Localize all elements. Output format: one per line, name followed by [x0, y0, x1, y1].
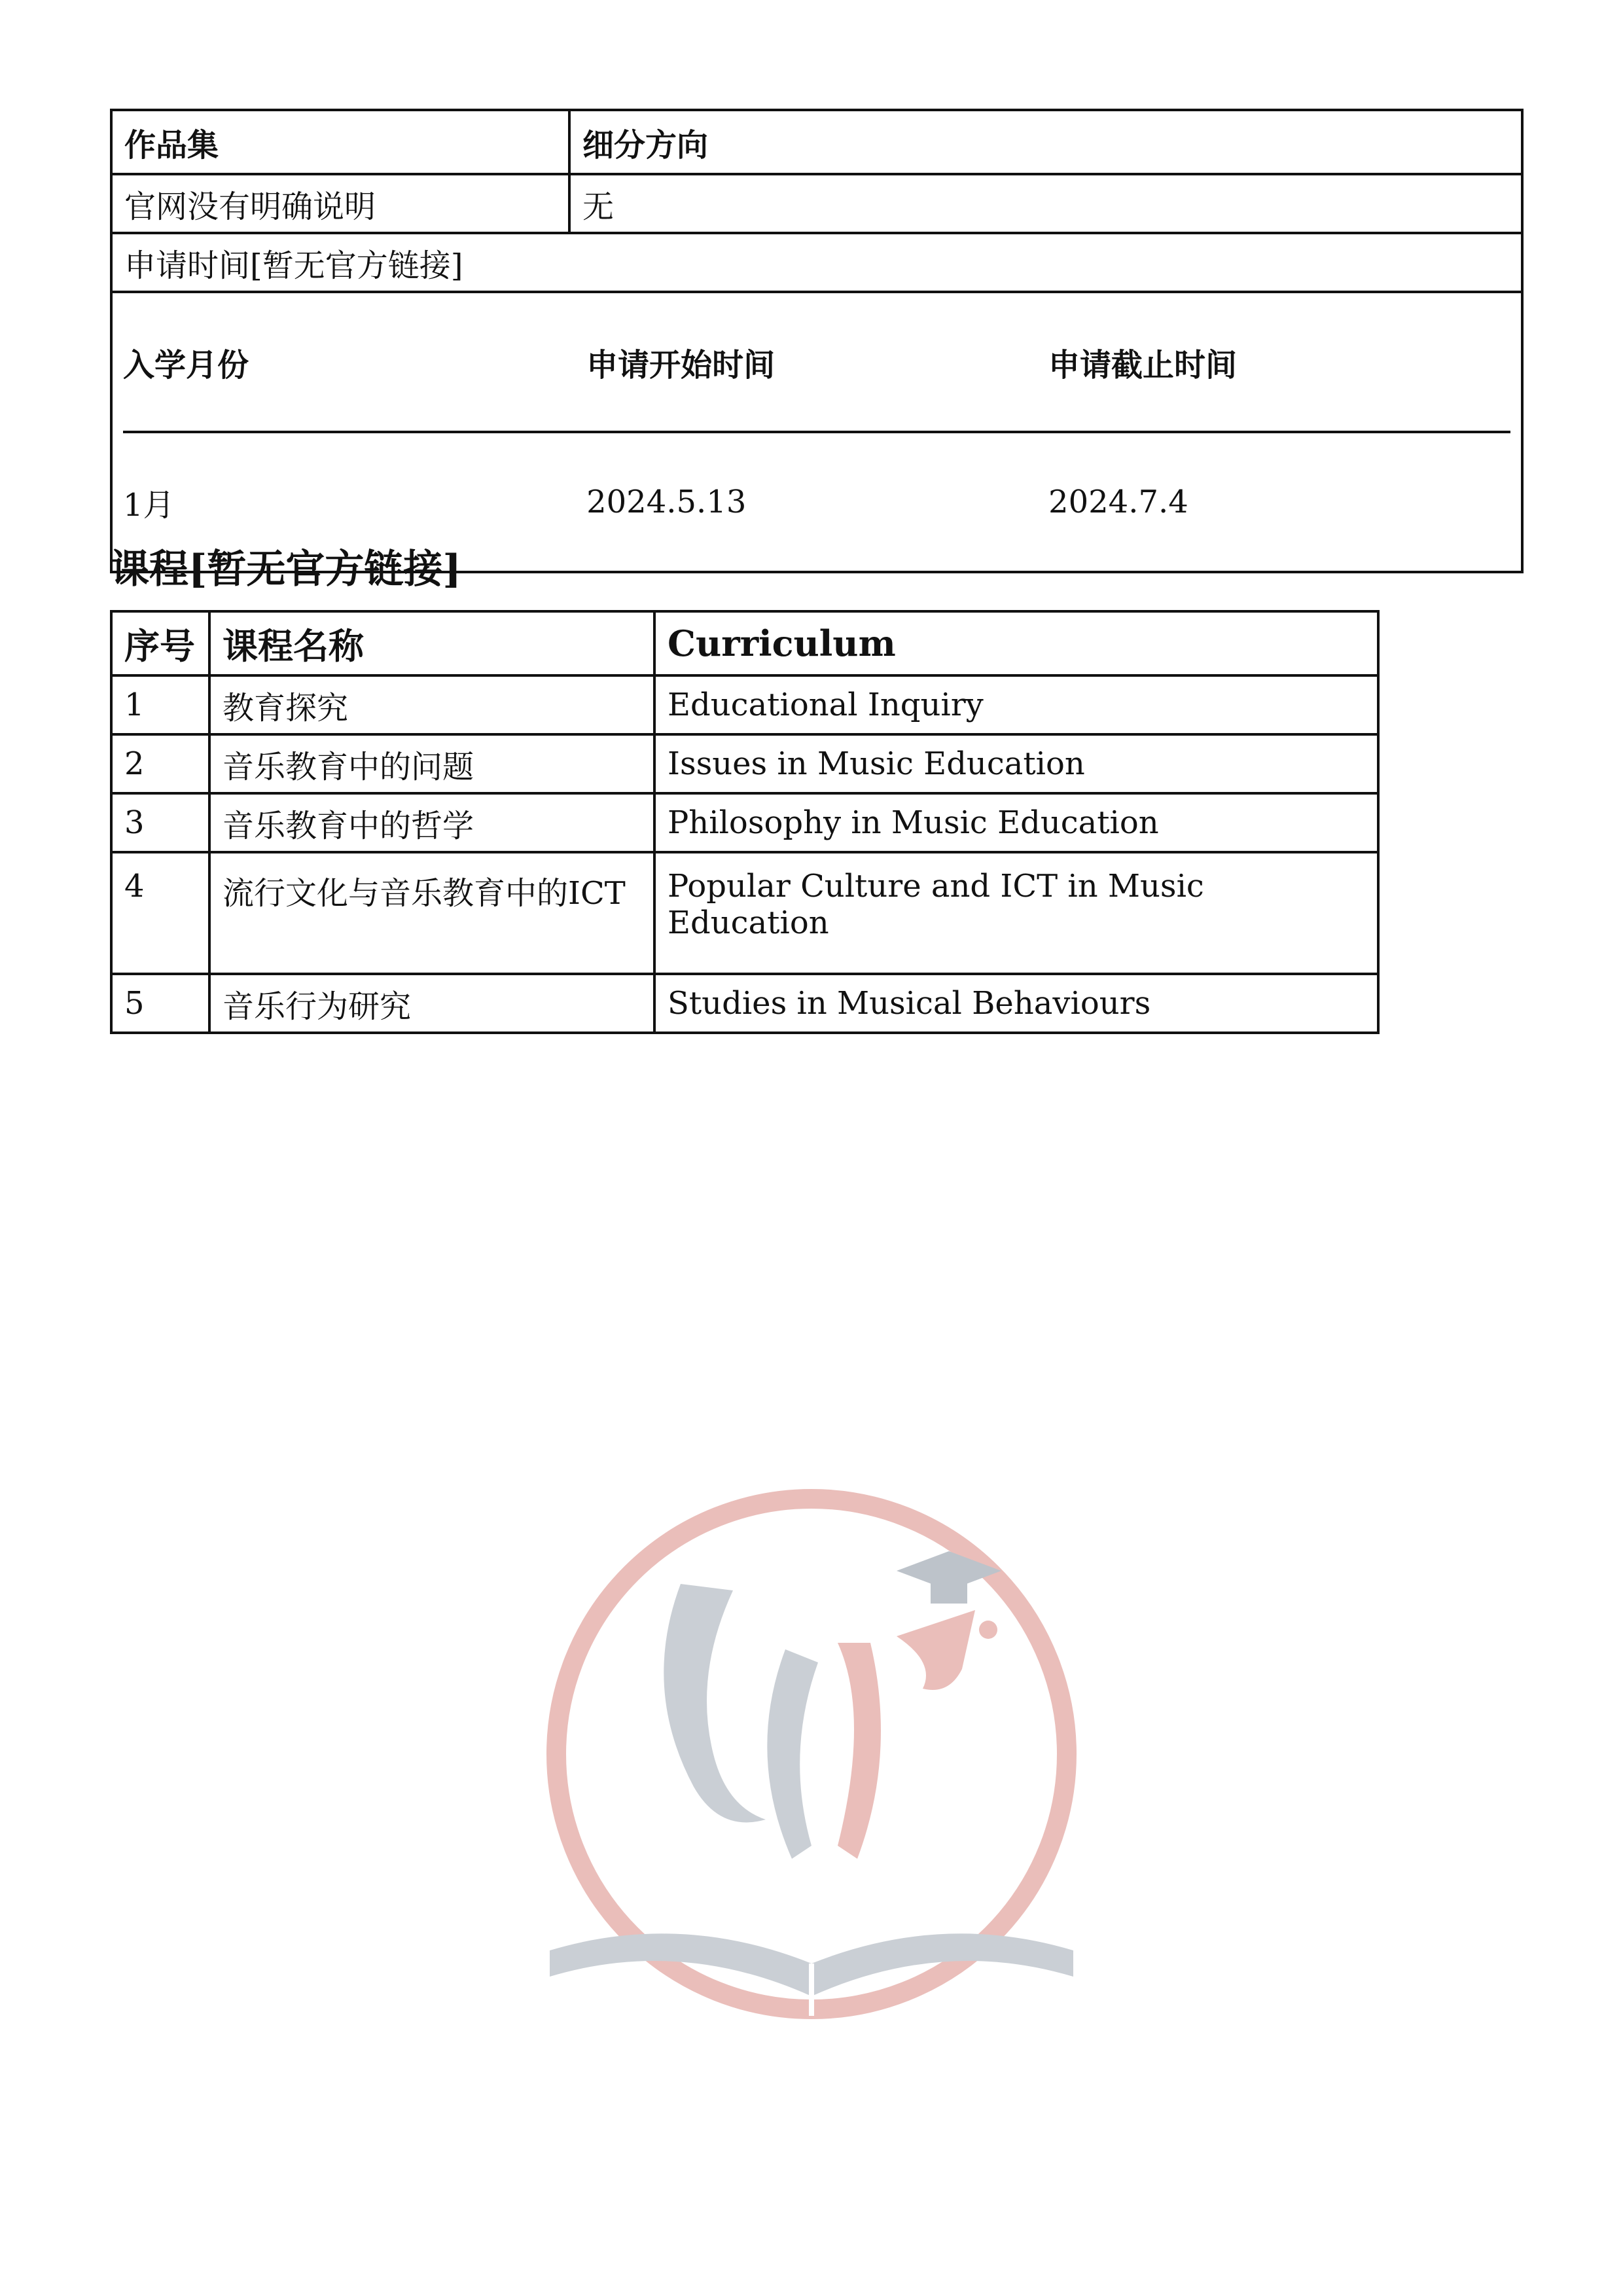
column-header: 申请开始时间	[586, 293, 1048, 432]
course-name-zh: 流行文化与音乐教育中的ICT	[209, 852, 654, 974]
course-name-zh: 音乐教育中的问题	[209, 734, 654, 793]
column-header: 申请截止时间	[1048, 293, 1510, 432]
course-number: 5	[111, 974, 209, 1033]
column-header: Curriculum	[654, 611, 1378, 675]
table-row	[111, 734, 1378, 793]
course-name-zh: 音乐行为研究	[209, 974, 654, 1033]
course-name-en: Philosophy in Music Education	[654, 793, 1378, 852]
course-number: 1	[111, 675, 209, 734]
application-start: 2024.5.13	[586, 484, 747, 520]
course-number: 3	[111, 793, 209, 852]
course-number: 2	[111, 734, 209, 793]
application-time-table	[123, 293, 1510, 571]
application-time-title: 申请时间[暂无官方链接]	[111, 233, 1522, 292]
education-logo-watermark-icon	[530, 1479, 1093, 2042]
application-time-cell	[111, 292, 1522, 572]
course-name-zh: 教育探究	[209, 675, 654, 734]
course-number: 4	[111, 852, 209, 974]
course-name-en: Educational Inquiry	[654, 675, 1378, 734]
table-row	[111, 974, 1378, 1033]
courses-table	[110, 610, 1380, 1034]
courses-heading: 课程[暂无官方链接]	[110, 547, 461, 592]
direction-value: 无	[569, 174, 1522, 233]
direction-label: 细分方向	[569, 110, 1522, 174]
course-name-zh: 音乐教育中的哲学	[209, 793, 654, 852]
column-header: 序号	[111, 611, 209, 675]
table-row	[111, 675, 1378, 734]
intake-month: 1月	[123, 486, 175, 524]
column-header: 入学月份	[123, 293, 586, 432]
course-name-en: Issues in Music Education	[654, 734, 1378, 793]
portfolio-label: 作品集	[111, 110, 569, 174]
table-row	[111, 793, 1378, 852]
column-header: 课程名称	[209, 611, 654, 675]
table-row	[111, 852, 1378, 974]
portfolio-value: 官网没有明确说明	[111, 174, 569, 233]
course-name-en: Popular Culture and ICT in Music Education	[654, 852, 1378, 974]
course-name-en: Studies in Musical Behaviours	[654, 974, 1378, 1033]
info-table	[110, 109, 1524, 573]
application-deadline: 2024.7.4	[1048, 484, 1188, 520]
